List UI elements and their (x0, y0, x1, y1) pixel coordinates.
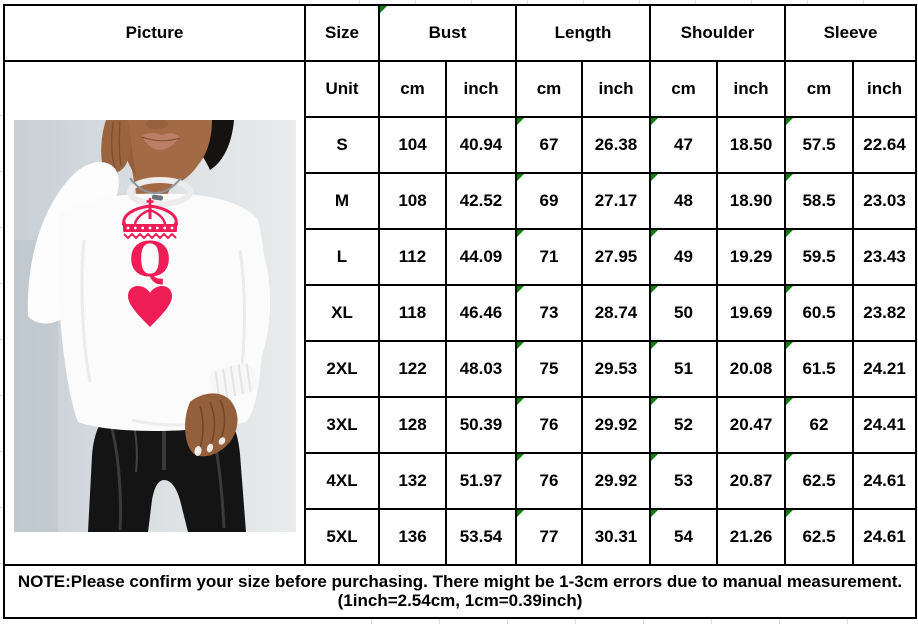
cell-flag-triangle-icon (380, 6, 387, 13)
cell-flag-triangle-icon (651, 286, 658, 293)
cell-value: 73 (539, 302, 559, 322)
measurement-note (4, 565, 916, 618)
cell-value: 62.5 (802, 470, 836, 490)
cell-flag-triangle-icon (517, 510, 524, 517)
cell-flag-triangle-icon (786, 230, 793, 237)
unit-row (4, 61, 916, 117)
cell-value: 77 (539, 526, 559, 546)
unit-cell: inch (717, 61, 785, 117)
table-cell (516, 397, 582, 453)
cell-flag-triangle-icon (786, 454, 793, 461)
cell-value: 53 (674, 470, 693, 490)
cell-flag-triangle-icon (786, 174, 793, 181)
table-cell (650, 117, 717, 173)
table-cell: 23.43 (853, 229, 916, 285)
table-cell: 26.38 (582, 117, 650, 173)
cell-flag-triangle-icon (651, 398, 658, 405)
column-header-bust-label: Bust (428, 22, 467, 42)
unit-cell: inch (582, 61, 650, 117)
size-label: XL (305, 285, 379, 341)
table-cell: 53.54 (446, 509, 516, 565)
cell-flag-triangle-icon (651, 510, 658, 517)
table-cell (650, 173, 717, 229)
table-cell (516, 509, 582, 565)
cell-flag-triangle-icon (651, 230, 658, 237)
table-cell (785, 285, 853, 341)
table-cell: 104 (379, 117, 446, 173)
column-header-shoulder-label: Shoulder (680, 22, 755, 42)
table-cell: 19.29 (717, 229, 785, 285)
unit-cell: inch (446, 61, 516, 117)
cell-flag-triangle-icon (517, 286, 524, 293)
unit-cell: cm (516, 61, 582, 117)
size-label: M (305, 173, 379, 229)
unit-row-label: Unit (305, 61, 379, 117)
note-line-1: NOTE:Please confirm your size before purchasing. There might be 1-3cm errors due to manual measurement. (17, 571, 903, 591)
cell-value: 58.5 (802, 190, 836, 210)
table-cell: 122 (379, 341, 446, 397)
cell-value: 49 (674, 246, 693, 266)
table-cell: 20.08 (717, 341, 785, 397)
cell-value: 67 (539, 134, 559, 154)
table-cell (785, 173, 853, 229)
table-cell (785, 509, 853, 565)
table-cell: 24.61 (853, 453, 916, 509)
table-cell (785, 453, 853, 509)
table-cell: 46.46 (446, 285, 516, 341)
table-cell (516, 117, 582, 173)
cell-value: 50 (674, 302, 693, 322)
cell-value: 76 (539, 470, 559, 490)
cell-flag-triangle-icon (651, 342, 658, 349)
product-photo (14, 120, 296, 532)
cell-flag-triangle-icon (517, 174, 524, 181)
table-cell (516, 285, 582, 341)
table-cell: 19.69 (717, 285, 785, 341)
table-cell (516, 453, 582, 509)
cell-value: 61.5 (802, 358, 836, 378)
table-cell: 118 (379, 285, 446, 341)
table-cell (516, 173, 582, 229)
table-cell: 29.92 (582, 453, 650, 509)
table-cell (785, 341, 853, 397)
note-line-2: (1inch=2.54cm, 1cm=0.39inch) (337, 590, 583, 610)
table-cell (785, 397, 853, 453)
unit-cell: cm (650, 61, 717, 117)
table-cell: 18.90 (717, 173, 785, 229)
table-cell: 108 (379, 173, 446, 229)
table-cell: 132 (379, 453, 446, 509)
cell-value: 59.5 (802, 246, 836, 266)
table-cell (650, 453, 717, 509)
column-header-picture: Picture (4, 5, 305, 61)
table-cell: 27.17 (582, 173, 650, 229)
cell-flag-triangle-icon (651, 174, 658, 181)
size-chart-table (3, 4, 917, 619)
table-cell (650, 229, 717, 285)
table-cell: 112 (379, 229, 446, 285)
table-cell: 44.09 (446, 229, 516, 285)
table-cell (516, 229, 582, 285)
table-cell: 18.50 (717, 117, 785, 173)
cell-value: 52 (674, 414, 693, 434)
table-cell (516, 341, 582, 397)
cell-value: 60.5 (802, 302, 836, 322)
table-cell: 51.97 (446, 453, 516, 509)
unit-cell: cm (785, 61, 853, 117)
cell-flag-triangle-icon (651, 118, 658, 125)
product-photo-cell (4, 61, 305, 565)
size-label: S (305, 117, 379, 173)
size-label: 3XL (305, 397, 379, 453)
cell-flag-triangle-icon (786, 118, 793, 125)
table-cell (650, 509, 717, 565)
size-label: 4XL (305, 453, 379, 509)
table-cell: 48.03 (446, 341, 516, 397)
cell-flag-triangle-icon (786, 342, 793, 349)
table-cell: 27.95 (582, 229, 650, 285)
table-cell: 29.92 (582, 397, 650, 453)
cell-value: 75 (539, 358, 559, 378)
cell-value: 71 (539, 246, 559, 266)
size-label: 2XL (305, 341, 379, 397)
unit-cell: inch (853, 61, 916, 117)
queen-letter: Q (128, 232, 171, 288)
table-cell: 42.52 (446, 173, 516, 229)
cell-flag-triangle-icon (786, 398, 793, 405)
size-label: 5XL (305, 509, 379, 565)
unit-cell: cm (379, 61, 446, 117)
cell-flag-triangle-icon (517, 398, 524, 405)
table-cell: 20.87 (717, 453, 785, 509)
table-cell: 24.41 (853, 397, 916, 453)
table-cell: 30.31 (582, 509, 650, 565)
cell-flag-triangle-icon (651, 454, 658, 461)
table-cell: 28.74 (582, 285, 650, 341)
table-cell: 23.82 (853, 285, 916, 341)
table-cell (785, 117, 853, 173)
table-cell: 23.03 (853, 173, 916, 229)
cell-value: 76 (539, 414, 559, 434)
note-row (4, 565, 916, 618)
column-header-shoulder (650, 5, 785, 61)
column-header-length (516, 5, 650, 61)
cell-value: 69 (539, 190, 559, 210)
table-cell: 21.26 (717, 509, 785, 565)
table-cell: 136 (379, 509, 446, 565)
size-label: L (305, 229, 379, 285)
table-cell: 24.21 (853, 341, 916, 397)
cell-value: 51 (674, 358, 693, 378)
column-header-bust (379, 5, 516, 61)
cell-flag-triangle-icon (517, 118, 524, 125)
column-header-length-label: Length (554, 22, 612, 42)
table-cell (785, 229, 853, 285)
header-row (4, 5, 916, 61)
cell-value: 54 (674, 526, 693, 546)
column-header-sleeve (785, 5, 916, 61)
table-cell: 29.53 (582, 341, 650, 397)
cell-value: 62 (809, 414, 829, 434)
cell-flag-triangle-icon (517, 454, 524, 461)
table-cell: 128 (379, 397, 446, 453)
cell-flag-triangle-icon (517, 230, 524, 237)
table-cell: 24.61 (853, 509, 916, 565)
cell-value: 62.5 (802, 526, 836, 546)
table-cell (650, 397, 717, 453)
cell-value: 47 (674, 134, 693, 154)
table-cell: 22.64 (853, 117, 916, 173)
table-cell (650, 341, 717, 397)
table-cell: 20.47 (717, 397, 785, 453)
table-cell (650, 285, 717, 341)
column-header-sleeve-label: Sleeve (823, 22, 878, 42)
cell-flag-triangle-icon (786, 286, 793, 293)
cell-flag-triangle-icon (517, 342, 524, 349)
table-cell: 50.39 (446, 397, 516, 453)
cell-flag-triangle-icon (786, 510, 793, 517)
table-cell: 40.94 (446, 117, 516, 173)
column-header-size: Size (305, 5, 379, 61)
cell-value: 57.5 (802, 134, 836, 154)
cell-value: 48 (674, 190, 693, 210)
